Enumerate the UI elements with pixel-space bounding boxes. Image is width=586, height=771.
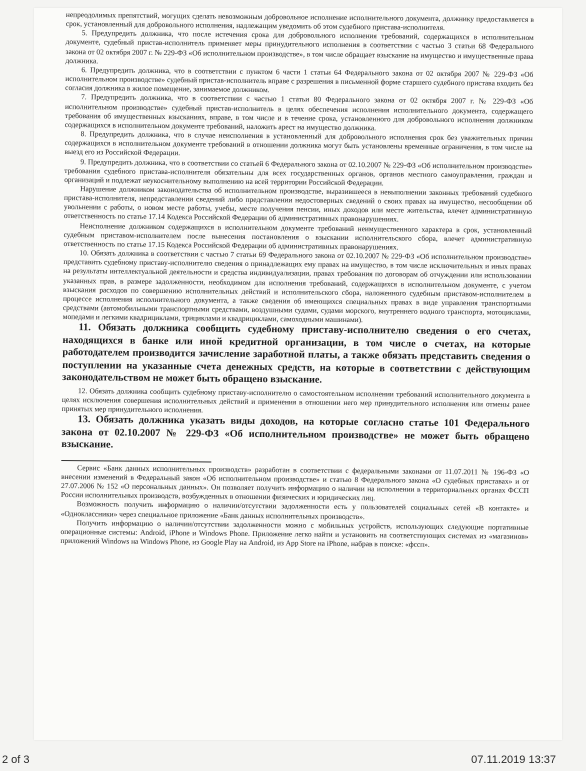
paragraph-5: 5. Предупредить должника, что после истечения срока для добровольного исполнения требований, содержащихся в исполнительном документе, судебный пристав-исполнитель применяет меры принудительного исполнения в соответствии с частью 3 статьи 68 Федерального закона от 02 октября 2007 г. № 229-ФЗ «Об исполнительном производстве», в том числе обращает взыскание на имущество и имущественные права должника.: [65, 28, 534, 66]
paragraph-10: 10. Обязать должника в соответствии с частью 7 статьи 69 Федерального закона от 02.10.2007 № 229-ФЗ «Об исполнительном производстве» представить судебному приставу-исполнителю сведения о принадлежащих ему правах на имущество, в том числе исключительных и иных правах на результаты интеллектуальной деятельности и средства индивидуализации, правах требования по договорам об отчуждении или использовании указанных прав, в размере задолженности, необходимом для исполнения требований, содержащихся в исполнительном документе, с учетом взыскания расходов по совершению исполнительных действий и исполнительского сбора, наложенного судебным приставом-исполнителем в процессе исполнения исполнительного документа, а также сведения об имеющихся специальных правах в виде управления транспортными средствами (автомобильными транспортными средствами, воздушными судами, судами морского, внутреннего водного транспорта, мотоциклами, мопедами и легкими квадрициклами, трициклами и квадрициклами, самоходными машинами).: [62, 248, 532, 325]
section-divider: [61, 460, 211, 463]
print-timestamp: 07.11.2019 13:37: [471, 754, 556, 766]
document-body: [60, 10, 534, 550]
paragraph-12: 12. Обязать должника сообщить судебному приставу-исполнителю о самостоятельном исполнении требований исполнительного документа в целях исключения совершения исполнительных действий и применения в отношении него мер принудительного исполнения или отмены ранее принятых мер принудительного исполнения.: [61, 385, 531, 415]
paragraph-8: 8. Предупредить должника, что в случае неисполнения в установленный для добровольного исполнения срок без уважительных причин содержащихся в исполнительном документе требований в отношении должника могут быть установлены временные ограничения, в том числе на выезд его из Российской Федерации.: [64, 129, 533, 158]
paragraph-service-info: Сервис «Банк данных исполнительных производств» разработан в соответствии с федеральными законами от 11.07.2011 № 196-ФЗ «О внесении изменений в Федеральный закон «Об исполнительном производстве» и статью 8 Федерального закона «О судебных приставах» и от 27.07.2006 № 152 «О персональных данных». Он позволяет получить информацию о наличии на исполнении в территориальных органах ФССП России исполнительных производств, возбужденных в отношении физических и юридических лиц.: [60, 462, 530, 503]
paragraph-social-networks: Возможность получить информацию о наличии/отсутствии задолженности есть у пользователей социальных сетей «В контакте» и «Одноклассники» через специальное приложение «Банк данных исполнительных производств».: [60, 499, 529, 521]
paragraph-violation-17-14: Нарушение должником законодательства об исполнительном производстве, выразившееся в невыполнении законных требований судебного пристава-исполнителя, непредставлении сведений либо представлении недостоверных сведений о своих правах на имущество, несообщении об увольнении с работы, о новом месте работы, учебы, месте получения пенсии, иных доходов или месте жительства, влечет административную ответственность по статье 17.14 Кодекса Российской Федерации об административных правонарушениях.: [63, 184, 533, 224]
paragraph-9: 9. Предупредить должника, что в соответствии со статьей 6 Федерального закона от 02.10.2007 № 229-ФЗ «Об исполнительном производстве» требования судебного пристава-исполнителя обязательны для всех государственных органов, органов местного самоуправления, граждан и организаций и подлежат неукоснительному выполнению на всей территории Российской Федерации.: [64, 156, 533, 188]
paragraph-4-tail: непреодолимых препятствий, могущих сделать невозможным добровольное исполнение исполнительного документа, должнику предоставляется в срок, установленный для добровольного исполнения, надлежащим уведомить об этом судебного пристава-исполнителя.: [65, 10, 534, 33]
paragraph-11: 11. Обязать должника сообщить судебному приставу-исполнителю сведения о его счетах, находящихся в банке или иной кредитной организации, в том числе о счетах, на которые работодателем производится зачисление заработной платы, а также обязать представить сведения о поступлении на указанные счета денежных средств, на которые в соответствии с действующим законодательством не может быть обращено взыскание.: [62, 322, 531, 387]
paragraph-7: 7. Предупредить должника, что в соответствии с частью 1 статьи 80 Федерального закона от 02 октября 2007 г. № 229-ФЗ «Об исполнительном производстве» судебный пристав-исполнитель в целях обеспечения исполнения исполнительного документа, содержащего требования об имущественных взысканиях, вправе, в том числе и в течение срока, установленного для добровольного исполнения должником содержащихся в исполнительном документе требований, наложить арест на имущество должника.: [64, 92, 534, 133]
paragraph-6: 6. Предупредить должника, что в соответствии с пунктом 6 части 1 статьи 64 Федерального закона от 02 октября 2007 № 229-ФЗ «Об исполнительном производстве» судебный пристав-исполнитель вправе с разрешения в письменной форме старшего судебного пристава входить без согласия должника в жилое помещение, занимаемое должником.: [65, 65, 534, 95]
page-indicator: 2 of 3: [2, 754, 30, 766]
paragraph-13: 13. Обязать должника указать виды доходов, на которые согласно статье 101 Федерального закона от 02.10.2007 № 229-ФЗ «Об исполнительном производстве» не может быть обращено взыскание.: [61, 414, 530, 451]
paragraph-violation-17-15: Неисполнение должником содержащихся в исполнительном документе требований неимущественного характера в срок, установленный судебным приставом-исполнителем после вынесения постановления о взыскании исполнительского сбора, влечет административную ответственность по статье 17.15 Кодекса Российской Федерации об административных правонарушениях.: [63, 220, 532, 252]
paragraph-mobile-apps: Получить информацию о наличии/отсутствии задолженности можно с мобильных устройств, использующих следующие портативные операционные системы: Android, iPhone и Windows Phone. Приложение легко найти и установить на соответствующих системах из «магазинов» приложений Windows на Windows Phone, из Google Play на Android, из App Store на iPhone, набрав в поиске: «фссп».: [60, 517, 529, 549]
